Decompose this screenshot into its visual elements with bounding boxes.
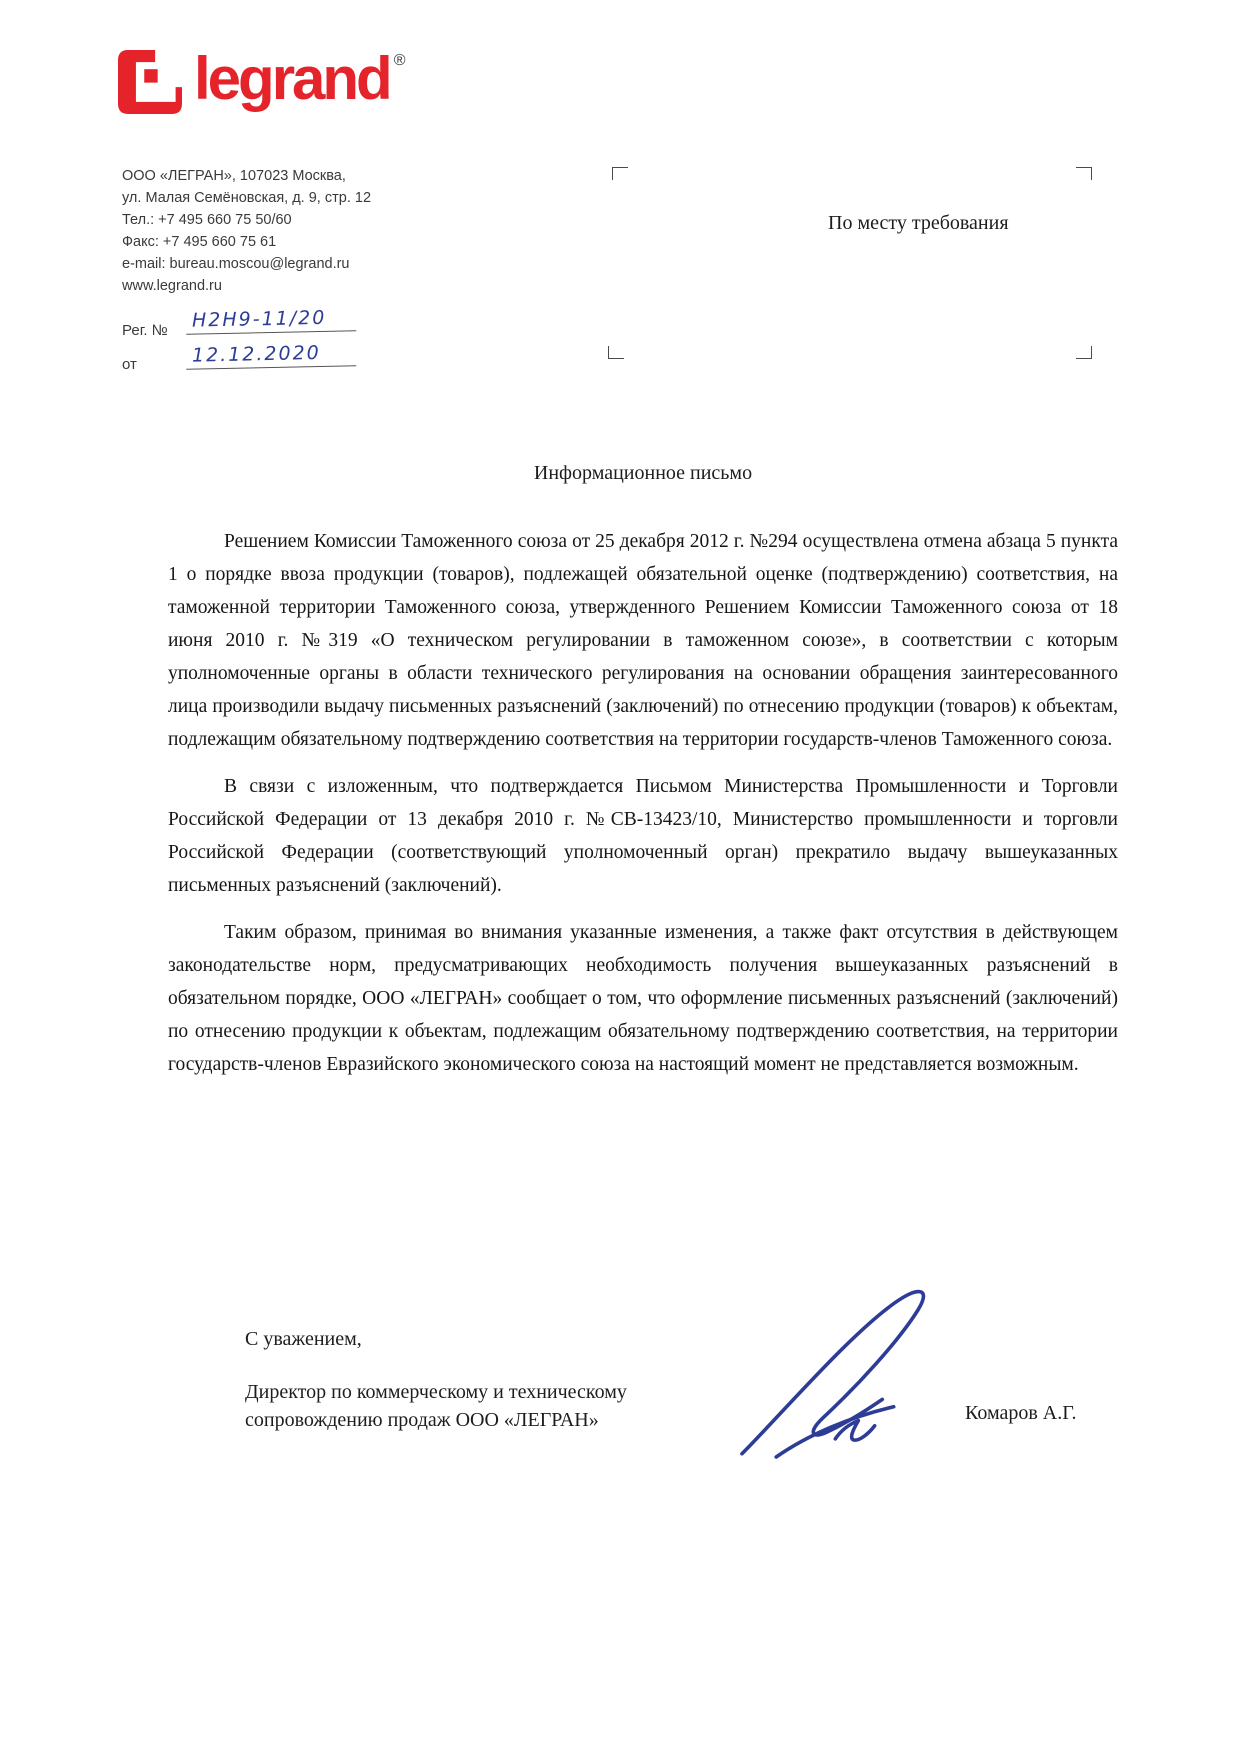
letter-paragraph-3: Таким образом, принимая во внимания указанные изменения, а также факт отсутствия в действующем законодательстве норм, предусматривающих необходимость получения вышеуказанных разъяснений в обязательном порядке, ООО «ЛЕГРАН» сообщает о том, что оформление письменных разъяснений (заключений) по отнесению продукции к объектам, подлежащим обязательному подтверждению соответствия, на территории государств-членов Евразийского экономического союза на настоящий момент не представляется возможным. bbox=[168, 922, 1118, 1075]
salutation-text: С уважением, bbox=[245, 1328, 362, 1350]
sender-email-line: e-mail: bureau.moscou@legrand.ru bbox=[122, 256, 350, 273]
sender-contact-block bbox=[122, 165, 371, 297]
registration-date-handwritten: 12.12.2020 bbox=[186, 341, 356, 370]
letter-paragraph-1: Решением Комиссии Таможенного союза от 25 декабря 2012 г. №294 осуществлена отмена абзаца 5 пункта 1 о порядке ввоза продукции (товаров), подлежащей обязательной оценке (подтверждению) соответствия, на таможенной территории Таможенного союза, утвержденного Решением Комиссии Таможенного союза от 18 июня 2010 г. №319 «О техническом регулировании в таможенном союзе», в соответствии с которым уполномоченные органы в области технического регулирования на основании обращения заинтересованного лица производили выдачу письменных разъяснений (заключений) по отнесению продукции (товаров) к объектам, подлежащим обязательному подтверждению соответствия на территории государств-членов Таможенного союза. bbox=[168, 531, 1118, 750]
address-window-corner-bottom-left bbox=[608, 346, 624, 359]
sender-fax-line: Факс: +7 495 660 75 61 bbox=[122, 234, 277, 251]
sender-website-line: www.legrand.ru bbox=[122, 278, 222, 295]
letter-title: Информационное письмо bbox=[533, 462, 753, 484]
recipient-text: По месту требования bbox=[828, 212, 1009, 234]
handwritten-signature bbox=[715, 1273, 985, 1476]
sender-address-line: ул. Малая Семёновская, д. 9, стр. 12 bbox=[122, 190, 372, 207]
signer-name: Комаров А.Г. bbox=[965, 1402, 1077, 1424]
legrand-logo bbox=[118, 45, 406, 114]
legrand-logo-text: legrand bbox=[194, 45, 390, 112]
registered-trademark-icon: ® bbox=[393, 52, 406, 69]
registration-number-label: Рег. № bbox=[122, 322, 168, 339]
sender-phone-line: Тел.: +7 495 660 75 50/60 bbox=[122, 212, 292, 229]
signer-position-line-2: сопровождению продаж ООО «ЛЕГРАН» bbox=[245, 1409, 599, 1431]
signer-position-line-1: Директор по коммерческому и техническому bbox=[245, 1381, 627, 1403]
sender-company-line: ООО «ЛЕГРАН», 107023 Москва, bbox=[122, 168, 346, 184]
letter-body bbox=[168, 462, 1118, 1095]
signer-position bbox=[245, 1378, 627, 1434]
address-window-corner-top-left bbox=[612, 167, 628, 180]
legrand-logo-icon bbox=[118, 50, 182, 114]
address-window-corner-bottom-right bbox=[1076, 346, 1092, 359]
address-window-corner-top-right bbox=[1076, 167, 1092, 180]
registration-date-label: от bbox=[122, 356, 137, 373]
registration-number-handwritten: Н2Н9-11/20 bbox=[186, 306, 356, 335]
letter-paragraph-2: В связи с изложенным, что подтверждается Письмом Министерства Промышленности и Торговли Российской Федерации от 13 декабря 2010 г. №СВ-13423/10, Министерство промышленности и торговли Российской Федерации (соответствующий уполномоченный орган) прекратило выдачу вышеуказанных письменных разъяснений (заключений). bbox=[168, 776, 1118, 896]
